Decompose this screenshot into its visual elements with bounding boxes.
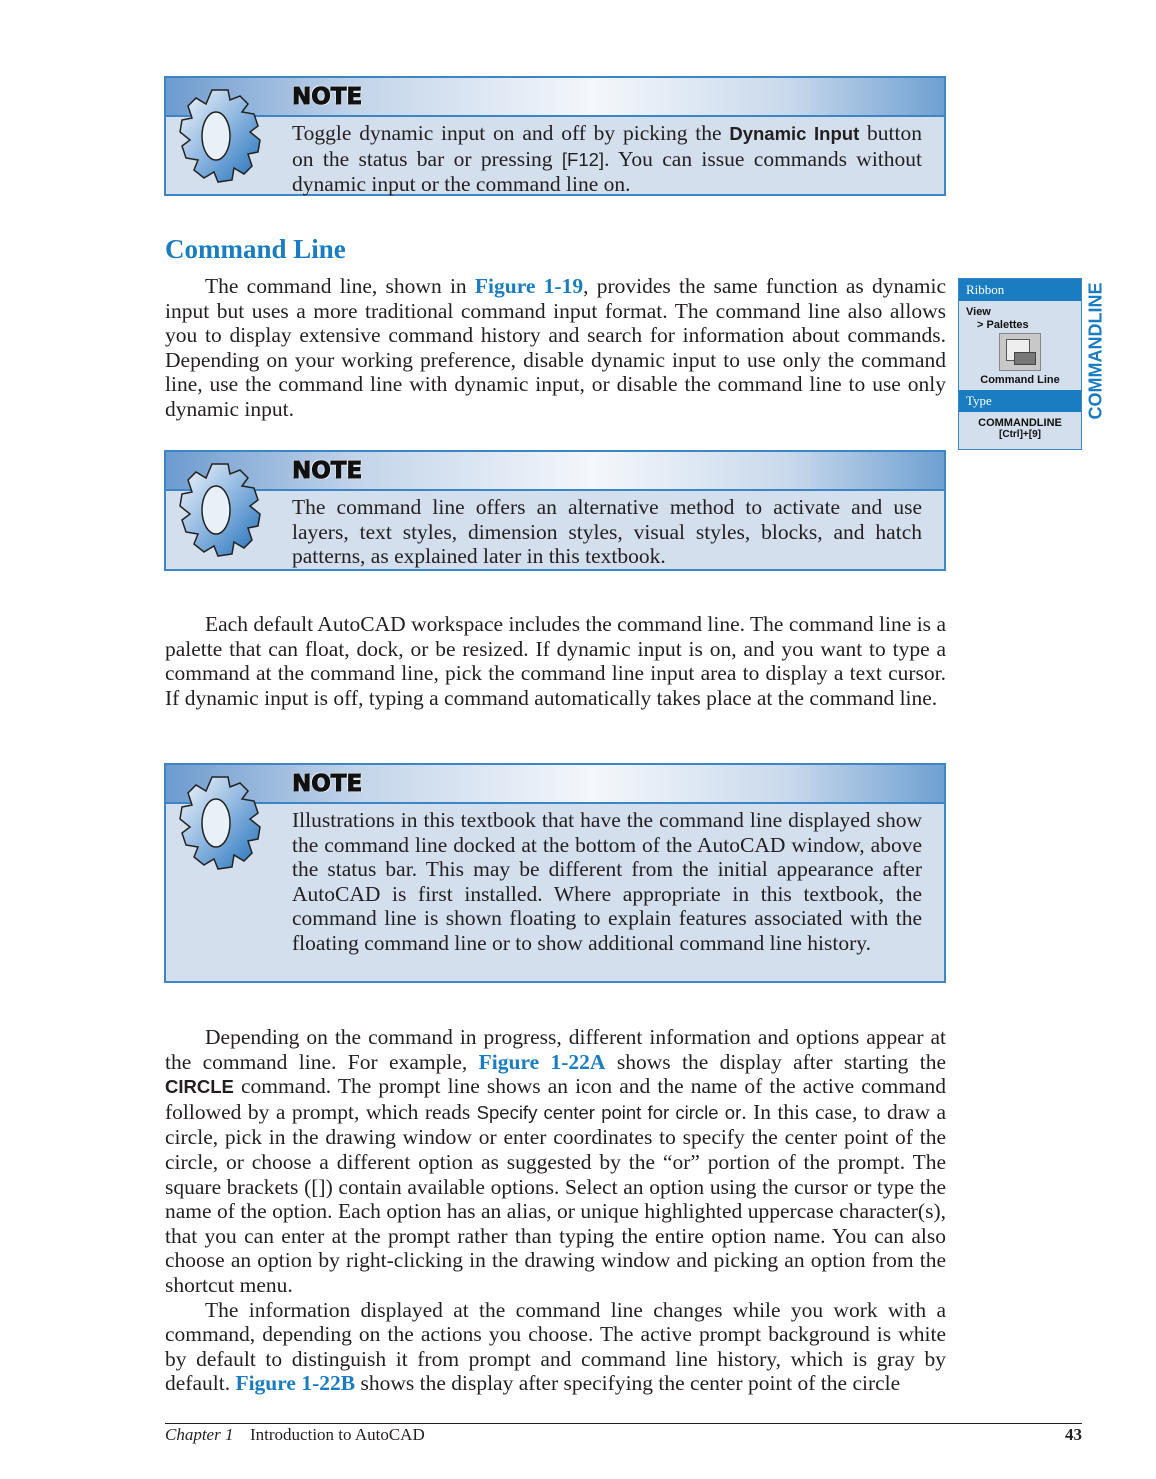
type-label: Type xyxy=(959,390,1081,412)
button-label: Command Line xyxy=(980,374,1060,386)
ribbon-label: Ribbon xyxy=(959,279,1081,301)
command-line-button[interactable] xyxy=(999,333,1041,371)
gear-icon xyxy=(172,84,268,188)
note-header xyxy=(166,78,944,117)
note-label: NOTE xyxy=(292,84,363,110)
figure-link[interactable]: Figure 1-22B xyxy=(235,1371,356,1396)
note-header xyxy=(166,765,944,804)
section-heading: Command Line xyxy=(165,234,346,264)
chapter-label: Chapter 1 xyxy=(165,1425,234,1444)
page-number: 43 xyxy=(1065,1425,1082,1444)
command-name: COMMANDLINE xyxy=(978,417,1062,429)
note-box xyxy=(164,76,946,196)
gear-icon xyxy=(172,458,268,562)
note-header xyxy=(166,452,944,491)
ribbon-panel: > Palettes xyxy=(977,319,1029,331)
gear-icon xyxy=(172,771,268,875)
note-text: The command line offers an alternative method to activate and use layers, text styles, dimension styles, visual styles, blocks, and hatch patterns, as explained later in this textbook. xyxy=(292,495,922,569)
vertical-command-tab xyxy=(1084,278,1108,424)
chapter-title: Introduction to AutoCAD xyxy=(250,1425,425,1444)
paragraph: Each default AutoCAD workspace includes the command line. The command line is a palette that can float, dock, or be resized. If dynamic input is on, and you want to type a command at the command line, pick the command line input area to display a text cursor. If dynamic input is off, typing a command automatically takes place at the command line. xyxy=(165,612,946,710)
command-access-sidebar xyxy=(958,278,1082,450)
note-box xyxy=(164,450,946,571)
note-label: NOTE xyxy=(292,771,363,797)
note-text: Toggle dynamic input on and off by picking the Dynamic Input button on the status bar or pressing [F12]. You can issue commands without dynamic input or the command line on. xyxy=(292,121,922,197)
paragraph: Depending on the command in progress, different information and options appear at the command line. For example, Figure 1-22A shows the display after starting the CIRCLE command. The prompt line shows an icon and the name of the active command followed by a prompt, which reads Specify center point for circle or. In this case, to draw a circle, pick in the drawing window or enter coordinates to specify the center point of the circle, or choose a different option as suggested by the “or” portion of the prompt. The square brackets ([]) contain available options. Select an option using the cursor or type the name of the option. Each option has an alias, or unique highlighted uppercase character(s), that you can enter at the prompt rather than typing the entire option name. You can also choose an option by right-clicking in the drawing window and picking an option from the shortcut menu. The information displayed at the command line changes while you work with a command, depending on the actions you choose. The active prompt background is white by default to distinguish it from prompt and command line history, which is gray by default. Figure 1-22B shows the display after specifying the center point of the circle xyxy=(165,1025,946,1396)
note-label: NOTE xyxy=(292,458,363,484)
note-box xyxy=(164,763,946,983)
figure-link[interactable]: Figure 1-19 xyxy=(474,274,584,298)
note-text: Illustrations in this textbook that have the command line displayed show the command line docked at the bottom of the AutoCAD window, above the status bar. This may be different from the initial appearance after AutoCAD is first installed. Where appropriate in this textbook, the command line is shown floating to explain features associated with the floating command line or to show additional command line history. xyxy=(292,808,922,955)
command-line-icon xyxy=(1014,352,1036,365)
figure-link[interactable]: Figure 1-22A xyxy=(478,1049,606,1074)
ribbon-tab: View xyxy=(966,306,991,318)
page-footer xyxy=(165,1423,1082,1444)
paragraph: The command line, shown in Figure 1-19, provides the same function as dynamic input but uses a more traditional command input format. The command line also allows you to display extensive command history and search for information about commands. Depending on your working preference, disable dynamic input to use only the command line, use the command line with dynamic input, or disable the command line to use only dynamic input. xyxy=(165,274,947,421)
keyboard-shortcut: [Ctrl]+[9] xyxy=(999,429,1041,440)
vertical-command-label: COMMANDLINE xyxy=(1085,282,1106,420)
